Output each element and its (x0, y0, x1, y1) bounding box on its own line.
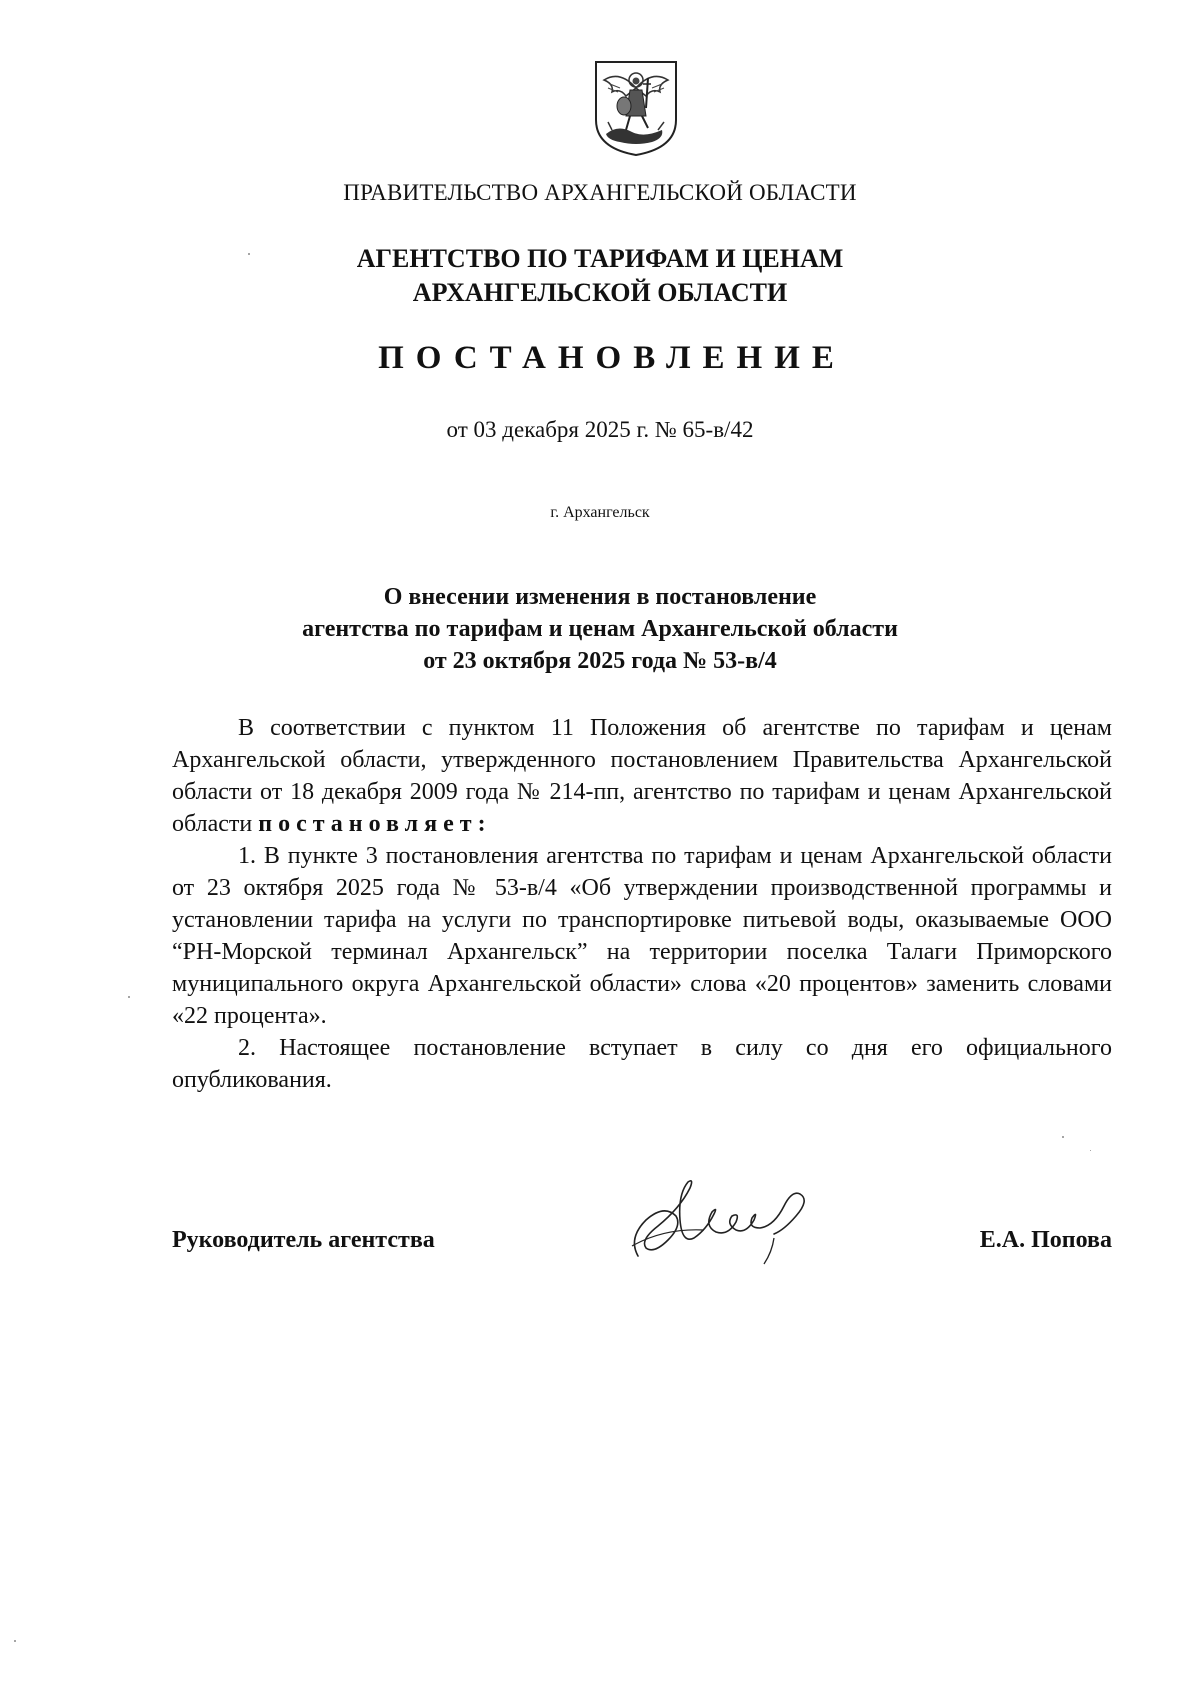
government-title: ПРАВИТЕЛЬСТВО АРХАНГЕЛЬСКОЙ ОБЛАСТИ (343, 180, 857, 205)
scan-speck (128, 996, 130, 998)
decrees-word: постановляет: (258, 811, 492, 837)
signatory-name: Е.А. Попова (979, 1227, 1112, 1253)
subject-line1: О внесении изменения в постановление (383, 584, 817, 610)
subject-line3: от 23 октября 2025 года № 53-в/4 (423, 648, 777, 674)
scan-speck (1090, 1150, 1091, 1151)
scan-speck (248, 253, 250, 255)
document-body (172, 712, 1112, 1096)
preamble-paragraph (172, 712, 1112, 840)
signature-block (172, 1227, 1112, 1267)
document-subject (0, 581, 1200, 677)
item-1-paragraph: 1. В пункте 3 постановления агентства по тарифам и ценам Архангельской области от 23 октября 2025 года № 53-в/4 «Об утверждении производственной программы и установлении тарифа на услуги по транспортировке питьевой воды, оказываемые ООО “РН-Морской терминал Архангельск” на территории поселка Талаги Приморского муниципального округа Архангельской области» слова «20 процентов» заменить словами «22 процента». (172, 843, 1112, 1029)
document-city: г. Архангельск (550, 504, 650, 521)
coat-of-arms-icon (590, 58, 682, 158)
agency-title (0, 242, 1200, 310)
scan-speck (1062, 1136, 1064, 1138)
preamble-text: В соответствии с пунктом 11 Положения об агентстве по тарифам и ценам Архангельской области, утвержденного постановлением Правительства Архангельской области от 18 декабря 2009 года № 214-пп, агентство по тарифам и ценам Архангельской области (172, 715, 1112, 837)
agency-title-line2: АРХАНГЕЛЬСКОЙ ОБЛАСТИ (412, 278, 788, 307)
agency-title-line1: АГЕНТСТВО ПО ТАРИФАМ И ЦЕНАМ (356, 244, 844, 273)
subject-line2: агентства по тарифам и ценам Архангельской области (302, 616, 898, 642)
signatory-position: Руководитель агентства (172, 1227, 435, 1253)
scan-speck (14, 1640, 16, 1642)
document-type-title: ПОСТАНОВЛЕНИЕ (378, 340, 846, 376)
item-2-paragraph: 2. Настоящее постановление вступает в силу со дня его официального опубликования. (172, 1035, 1112, 1093)
document-date-number: от 03 декабря 2025 г. № 65-в/42 (446, 417, 754, 442)
